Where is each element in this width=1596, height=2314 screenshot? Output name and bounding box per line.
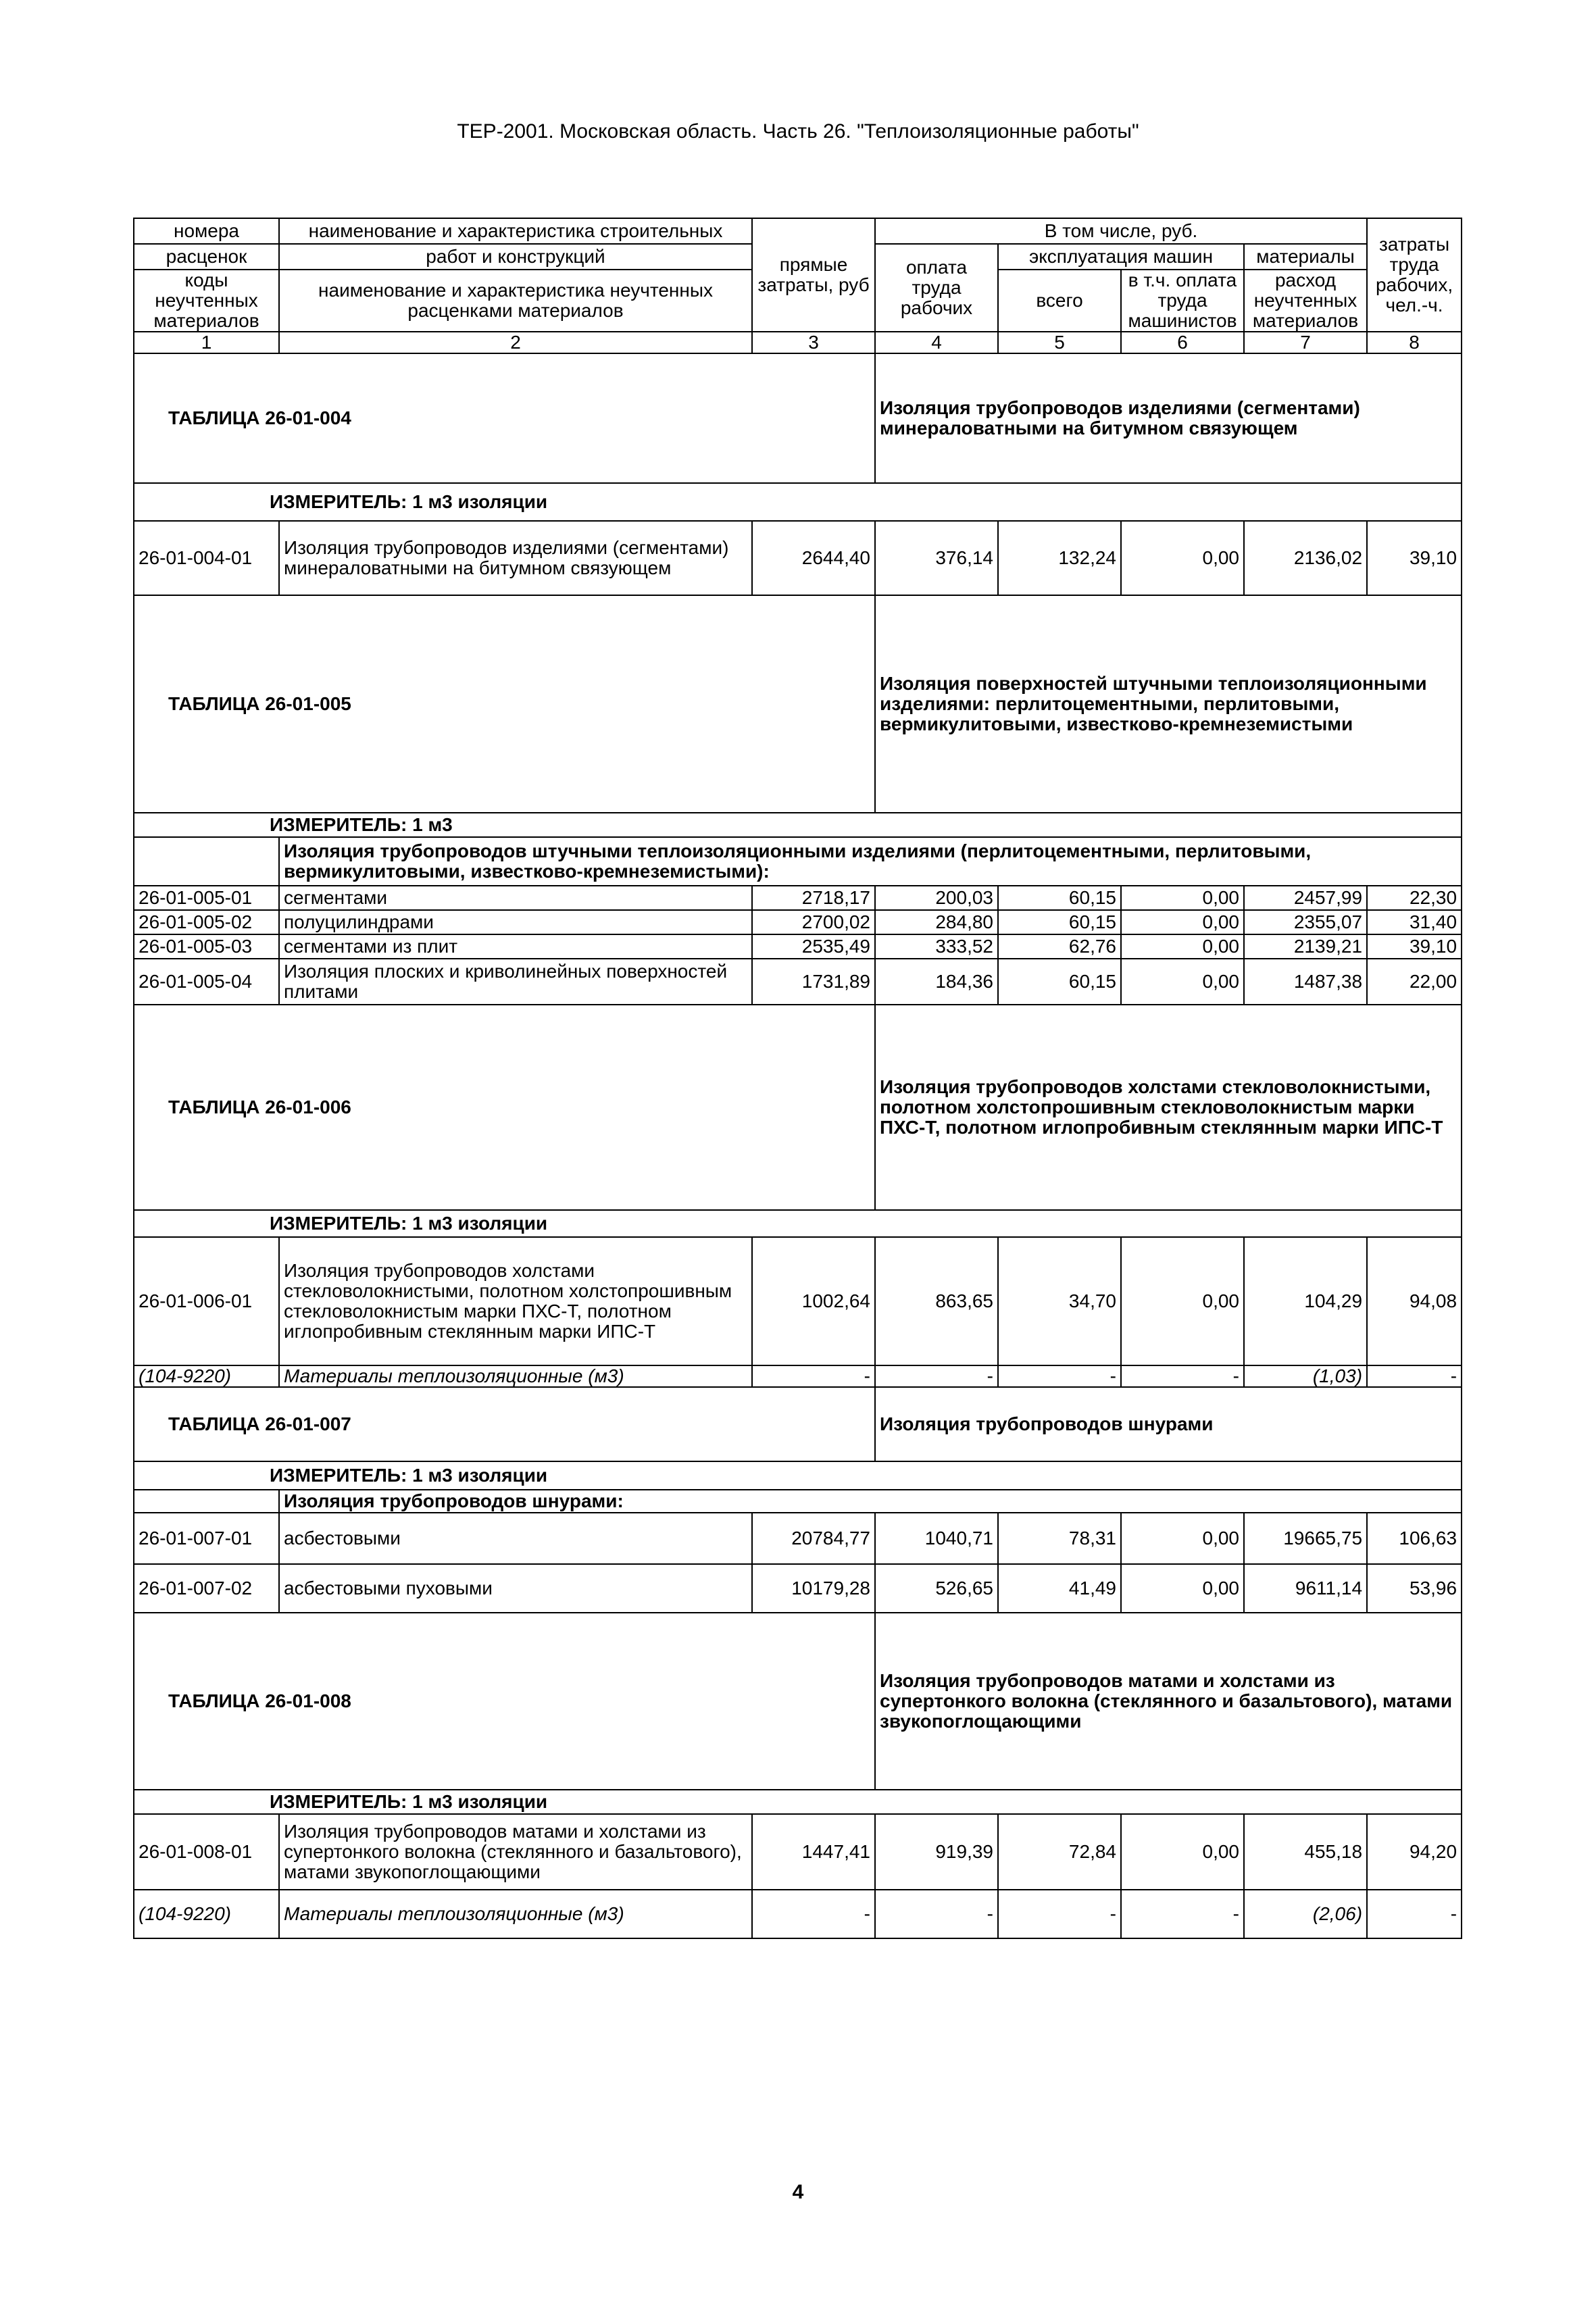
column-number-row [134, 332, 1462, 353]
machinist-pay: 0,00 [1121, 1564, 1244, 1613]
rate-name: Изоляция плоских и криволинейных поверхностей плитами [279, 959, 752, 1005]
measure-unit: ИЗМЕРИТЕЛЬ: 1 м3 [134, 813, 1462, 837]
table-title: ТАБЛИЦА 26-01-007 [134, 1387, 875, 1461]
materials-cost: 2457,99 [1244, 886, 1367, 910]
col4-header: оплата труда рабочих [875, 244, 998, 332]
col1-header-bottom: коды неучтенных материалов [134, 270, 279, 332]
labor-hours: 94,08 [1367, 1237, 1462, 1365]
rate-code: 26-01-004-01 [134, 521, 279, 595]
table-title: ТАБЛИЦА 26-01-004 [134, 353, 875, 483]
group-header: В том числе, руб. [875, 218, 1367, 244]
table-row [134, 886, 1462, 910]
rate-name: Изоляция трубопроводов матами и холстами из супертонкого волокна (стеклянного и базальтового), матами звукопоглощающими [279, 1814, 752, 1890]
machinist-pay: - [1121, 1890, 1244, 1938]
rate-name: сегментами [279, 886, 752, 910]
direct-cost: 2700,02 [752, 910, 875, 934]
col7-header: расход неучтенных материалов [1244, 270, 1367, 332]
material-consumption: (2,06) [1244, 1890, 1367, 1938]
table-row [134, 959, 1462, 1005]
rate-name: Изоляция трубопроводов изделиями (сегментами) минераловатными на битумном связующем [279, 521, 752, 595]
table-title: ТАБЛИЦА 26-01-005 [134, 595, 875, 813]
materials-cost: 2139,21 [1244, 934, 1367, 959]
measure-unit: ИЗМЕРИТЕЛЬ: 1 м3 изоляции [134, 1790, 1462, 1814]
materials-header: материалы [1244, 244, 1367, 270]
table-description: Изоляция поверхностей штучными теплоизоляционными изделиями: перлитоцементными, перлитовыми, вермикулитовыми, известково-кремнеземистыми [875, 595, 1462, 813]
machinist-pay: 0,00 [1121, 959, 1244, 1005]
table-row [134, 1513, 1462, 1564]
machines-total: 41,49 [998, 1564, 1121, 1613]
page-header: ТЕР-2001. Московская область. Часть 26. "Теплоизоляционные работы" [457, 120, 1139, 143]
direct-cost: 1731,89 [752, 959, 875, 1005]
rate-name: асбестовыми [279, 1513, 752, 1564]
machines-total: 62,76 [998, 934, 1121, 959]
rate-code: 26-01-007-01 [134, 1513, 279, 1564]
col2-header-bottom [279, 270, 752, 332]
direct-cost: 2535,49 [752, 934, 875, 959]
table-title: ТАБЛИЦА 26-01-008 [134, 1613, 875, 1790]
col1-header-top: номера [134, 218, 279, 244]
table-row [134, 1814, 1462, 1890]
labor-hours: 31,40 [1367, 910, 1462, 934]
col-number: 2 [279, 332, 752, 353]
machinist-pay: - [1121, 1365, 1244, 1387]
rate-name: полуцилиндрами [279, 910, 752, 934]
col-number: 8 [1367, 332, 1462, 353]
rate-name: асбестовыми пуховыми [279, 1564, 752, 1613]
direct-cost: - [752, 1365, 875, 1387]
materials-cost: 104,29 [1244, 1237, 1367, 1365]
section-subheader: Изоляция трубопроводов шнурами: [279, 1490, 1462, 1513]
materials-cost: 1487,38 [1244, 959, 1367, 1005]
col-number: 3 [752, 332, 875, 353]
machines-header: эксплуатация машин [998, 244, 1244, 270]
col-number: 4 [875, 332, 998, 353]
machinist-pay: 0,00 [1121, 1237, 1244, 1365]
machines-total: 60,15 [998, 886, 1121, 910]
labor-pay: 376,14 [875, 521, 998, 595]
machines-total: 60,15 [998, 910, 1121, 934]
col2-header-top2: работ и конструкций [279, 244, 752, 270]
labor-hours: - [1367, 1365, 1462, 1387]
table-row [134, 1237, 1462, 1365]
material-name: Материалы теплоизоляционные (м3) [279, 1365, 752, 1387]
labor-pay: 526,65 [875, 1564, 998, 1613]
labor-hours: 22,30 [1367, 886, 1462, 910]
price-table [133, 218, 1462, 1939]
labor-hours: - [1367, 1890, 1462, 1938]
machines-total: 78,31 [998, 1513, 1121, 1564]
machinist-pay: 0,00 [1121, 1814, 1244, 1890]
table-row [134, 910, 1462, 934]
rate-code: 26-01-005-03 [134, 934, 279, 959]
col2-header-bottom-line1: наименование и характеристика неучтенных [318, 280, 713, 301]
materials-cost: 455,18 [1244, 1814, 1367, 1890]
labor-hours: 39,10 [1367, 934, 1462, 959]
labor-pay: 1040,71 [875, 1513, 998, 1564]
table-description: Изоляция трубопроводов холстами стекловолокнистыми, полотном холстопрошивным стекловолокнистым марки ПХС-Т, полотном иглопробивным стеклянным марки ИПС-Т [875, 1005, 1462, 1210]
col2-header-top: наименование и характеристика строительных [279, 218, 752, 244]
direct-cost: 1002,64 [752, 1237, 875, 1365]
machines-total: 132,24 [998, 521, 1121, 595]
col-number: 5 [998, 332, 1121, 353]
labor-hours: 53,96 [1367, 1564, 1462, 1613]
labor-pay: 863,65 [875, 1237, 998, 1365]
material-row [134, 1365, 1462, 1387]
machines-total: 72,84 [998, 1814, 1121, 1890]
table-title: ТАБЛИЦА 26-01-006 [134, 1005, 875, 1210]
table-row [134, 521, 1462, 595]
labor-hours: 94,20 [1367, 1814, 1462, 1890]
labor-hours: 106,63 [1367, 1513, 1462, 1564]
labor-pay: 284,80 [875, 910, 998, 934]
materials-cost: 2355,07 [1244, 910, 1367, 934]
machinist-pay: 0,00 [1121, 521, 1244, 595]
col5-header: всего [998, 270, 1121, 332]
labor-pay: 919,39 [875, 1814, 998, 1890]
section-subheader: Изоляция трубопроводов штучными теплоизоляционными изделиями (перлитоцементными, перлитовыми, вермикулитовыми, известково-кремнеземистыми): [279, 837, 1462, 886]
material-code: (104-9220) [134, 1365, 279, 1387]
col1-header-mid: расценок [134, 244, 279, 270]
machinist-pay: 0,00 [1121, 886, 1244, 910]
table-description: Изоляция трубопроводов изделиями (сегментами) минераловатными на битумном связующем [875, 353, 1462, 483]
col8-header: затраты труда рабочих, чел.-ч. [1367, 218, 1462, 332]
materials-cost: 2136,02 [1244, 521, 1367, 595]
direct-cost: 10179,28 [752, 1564, 875, 1613]
labor-hours: 39,10 [1367, 521, 1462, 595]
table-description: Изоляция трубопроводов матами и холстами из супертонкого волокна (стеклянного и базальтового), матами звукопоглощающими [875, 1613, 1462, 1790]
labor-pay: 333,52 [875, 934, 998, 959]
rate-code: 26-01-008-01 [134, 1814, 279, 1890]
machines-total: - [998, 1365, 1121, 1387]
page-number: 4 [792, 2181, 804, 2203]
materials-cost: 19665,75 [1244, 1513, 1367, 1564]
rate-code: 26-01-005-01 [134, 886, 279, 910]
labor-pay: - [875, 1365, 998, 1387]
measure-unit: ИЗМЕРИТЕЛЬ: 1 м3 изоляции [134, 483, 1462, 521]
machinist-pay: 0,00 [1121, 910, 1244, 934]
col2-header-bottom-line2: расценками материалов [407, 300, 624, 321]
measure-unit: ИЗМЕРИТЕЛЬ: 1 м3 изоляции [134, 1461, 1462, 1490]
machines-total: 34,70 [998, 1237, 1121, 1365]
material-code: (104-9220) [134, 1890, 279, 1938]
rate-name: сегментами из плит [279, 934, 752, 959]
col-number: 1 [134, 332, 279, 353]
table-description: Изоляция трубопроводов шнурами [875, 1387, 1462, 1461]
direct-cost: 2644,40 [752, 521, 875, 595]
labor-pay: 184,36 [875, 959, 998, 1005]
rate-code: 26-01-005-02 [134, 910, 279, 934]
rate-code: 26-01-006-01 [134, 1237, 279, 1365]
direct-cost: 20784,77 [752, 1513, 875, 1564]
material-name: Материалы теплоизоляционные (м3) [279, 1890, 752, 1938]
col6-header: в т.ч. оплата труда машинистов [1121, 270, 1244, 332]
col-number: 6 [1121, 332, 1244, 353]
col3-header: прямые затраты, руб [752, 218, 875, 332]
machines-total: - [998, 1890, 1121, 1938]
direct-cost: 2718,17 [752, 886, 875, 910]
machinist-pay: 0,00 [1121, 934, 1244, 959]
rate-code: 26-01-007-02 [134, 1564, 279, 1613]
rate-code: 26-01-005-04 [134, 959, 279, 1005]
table-row [134, 1564, 1462, 1613]
col-number: 7 [1244, 332, 1367, 353]
material-consumption: (1,03) [1244, 1365, 1367, 1387]
rate-name: Изоляция трубопроводов холстами стекловолокнистыми, полотном холстопрошивным стекловолокнистым марки ПХС-Т, полотном иглопробивным стеклянным марки ИПС-Т [279, 1237, 752, 1365]
direct-cost: 1447,41 [752, 1814, 875, 1890]
labor-hours: 22,00 [1367, 959, 1462, 1005]
measure-unit: ИЗМЕРИТЕЛЬ: 1 м3 изоляции [134, 1210, 1462, 1237]
machines-total: 60,15 [998, 959, 1121, 1005]
material-row [134, 1890, 1462, 1938]
labor-pay: - [875, 1890, 998, 1938]
labor-pay: 200,03 [875, 886, 998, 910]
machinist-pay: 0,00 [1121, 1513, 1244, 1564]
table-row [134, 934, 1462, 959]
materials-cost: 9611,14 [1244, 1564, 1367, 1613]
direct-cost: - [752, 1890, 875, 1938]
